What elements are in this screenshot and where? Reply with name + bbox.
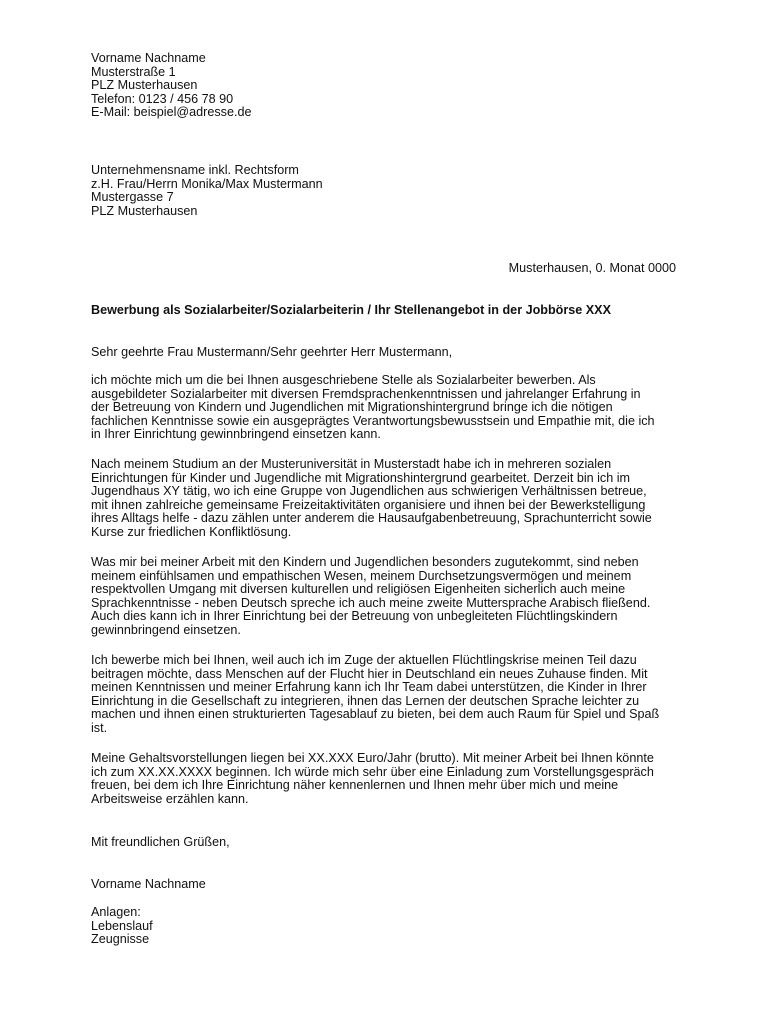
paragraph-line: Ich bewerbe mich bei Ihnen, weil auch ich im Zuge der aktuellen Flüchtlingskrise meinen Teil dazu <box>91 653 637 667</box>
letter-date: Musterhausen, 0. Monat 0000 <box>508 261 676 275</box>
sender-email: E-Mail: beispiel@adresse.de <box>91 105 252 120</box>
paragraph-line: ihres Alltags helfe - dazu zählen unter anderem die Hausaufgabenbetreuung, Sprachunterricht sowie <box>91 511 652 526</box>
sender-address <box>91 52 691 120</box>
recipient-company: Unternehmensname inkl. Rechtsform <box>91 163 299 177</box>
recipient-street: Mustergasse 7 <box>91 190 174 205</box>
paragraph-line: respektvollen Umgang mit diversen kulturellen und religiösen Eigenheiten sicherlich auch meine <box>91 582 626 597</box>
paragraph-line: Einrichtungen für Kinder und Jugendliche mit Migrationshintergrund gearbeitet. Derzeit bin ich im <box>91 470 631 485</box>
paragraph-line: freuen, bei dem ich Ihre Einrichtung näher kennenlernen und Ihnen mehr über mich und meine <box>91 778 619 793</box>
recipient-city: PLZ Musterhausen <box>91 203 198 218</box>
paragraph-line: machen und ihnen einen strukturierten Tagesablauf zu bieten, bei dem auch Raum für Spiel und Spaß <box>91 707 660 722</box>
paragraph-line: meinem einfühlsamen und empathischen Wesen, meinem Durchsetzungsvermögen und meinem <box>91 568 632 583</box>
body-paragraph-1 <box>91 374 691 442</box>
sender-phone: Telefon: 0123 / 456 78 90 <box>91 91 234 106</box>
paragraph-line: Kurse zur friedlichen Konfliktlösung. <box>91 524 292 539</box>
sender-name: Vorname Nachname <box>91 51 206 65</box>
paragraph-line: der Betreuung von Kindern und Jugendlichen mit Migrationshintergrund bringe ich die nötigen <box>91 400 613 415</box>
body-paragraph-3 <box>91 556 691 638</box>
paragraph-line: Was mir bei meiner Arbeit mit den Kindern und Jugendlichen besonders zugutekommt, sind neben <box>91 555 639 569</box>
body-paragraph-5 <box>91 752 691 806</box>
paragraph-line: Auch dies kann ich in Ihrer Einrichtung bei der Betreuung von unbegleiteten Flüchtlingskindern <box>91 609 618 624</box>
letter-salutation <box>91 346 691 360</box>
attachment-item: Zeugnisse <box>91 932 150 947</box>
letter-signature <box>91 878 691 892</box>
sender-street: Musterstraße 1 <box>91 64 176 79</box>
paragraph-line: gewinnbringend einsetzen. <box>91 622 241 637</box>
paragraph-line: ich möchte mich um die bei Ihnen ausgeschriebene Stelle als Sozialarbeiter bewerben. Als <box>91 373 596 387</box>
paragraph-line: ich zum XX.XX.XXXX beginnen. Ich würde mich sehr über eine Einladung zum Vorstellungsgespräch <box>91 764 654 779</box>
paragraph-line: mit ihnen zahlreiche gemeinsame Freizeitaktivitäten organisiere und ihnen bei der Bewerkstelligung <box>91 497 646 512</box>
salutation-text: Sehr geehrte Frau Mustermann/Sehr geehrter Herr Mustermann, <box>91 345 453 359</box>
paragraph-line: ausgebildeter Sozialarbeiter mit diversen Fremdsprachenkenntnissen und jahrelanger Erfahrung in <box>91 386 641 401</box>
paragraph-line: beitragen möchte, dass Menschen auf der Flucht hier in Deutschland ein neues Zuhause finden. Mit <box>91 666 648 681</box>
signature-name: Vorname Nachname <box>91 877 206 891</box>
body-paragraph-2 <box>91 458 691 540</box>
recipient-attention: z.H. Frau/Herrn Monika/Max Mustermann <box>91 176 323 191</box>
letter-closing <box>91 836 691 850</box>
paragraph-line: Meine Gehaltsvorstellungen liegen bei XX.XXX Euro/Jahr (brutto). Mit meiner Arbeit bei Ihnen könnte <box>91 751 654 765</box>
letter-subject: Bewerbung als Sozialarbeiter/Sozialarbeiterin / Ihr Stellenangebot in der Jobbörse XXX <box>91 303 611 317</box>
paragraph-line: Arbeitsweise erzählen kann. <box>91 791 249 806</box>
attachments-list <box>91 906 691 947</box>
paragraph-line: Sprachkenntnisse - neben Deutsch spreche ich auch meine zweite Muttersprache Arabisch fließend. <box>91 595 651 610</box>
body-paragraph-4 <box>91 654 691 736</box>
attachment-item: Lebenslauf <box>91 918 153 933</box>
paragraph-line: fachlichen Kenntnisse sowie ein ausgeprägtes Verantwortungsbewusstsein und Empathie mit, die ich <box>91 413 655 428</box>
paragraph-line: Einrichtung in die Gesellschaft zu integrieren, ihnen das Lernen der deutschen Sprache leichter zu <box>91 693 640 708</box>
attachments-label: Anlagen: <box>91 905 141 919</box>
paragraph-line: Jugendhaus XY tätig, wo ich eine Gruppe von Jugendlichen aus schwierigen Verhältnissen betreue, <box>91 484 647 499</box>
paragraph-line: in Ihrer Einrichtung gewinnbringend einsetzen kann. <box>91 427 381 442</box>
closing-text: Mit freundlichen Grüßen, <box>91 835 230 849</box>
sender-city: PLZ Musterhausen <box>91 78 198 93</box>
paragraph-line: Nach meinem Studium an der Musteruniversität in Musterstadt habe ich in mehreren sozialen <box>91 457 612 471</box>
paragraph-line: meinen Kenntnissen und meiner Erfahrung kann ich Ihr Team dabei unterstützen, die Kinder in Ihrer <box>91 680 647 695</box>
paragraph-line: ist. <box>91 720 108 735</box>
recipient-address <box>91 164 691 218</box>
